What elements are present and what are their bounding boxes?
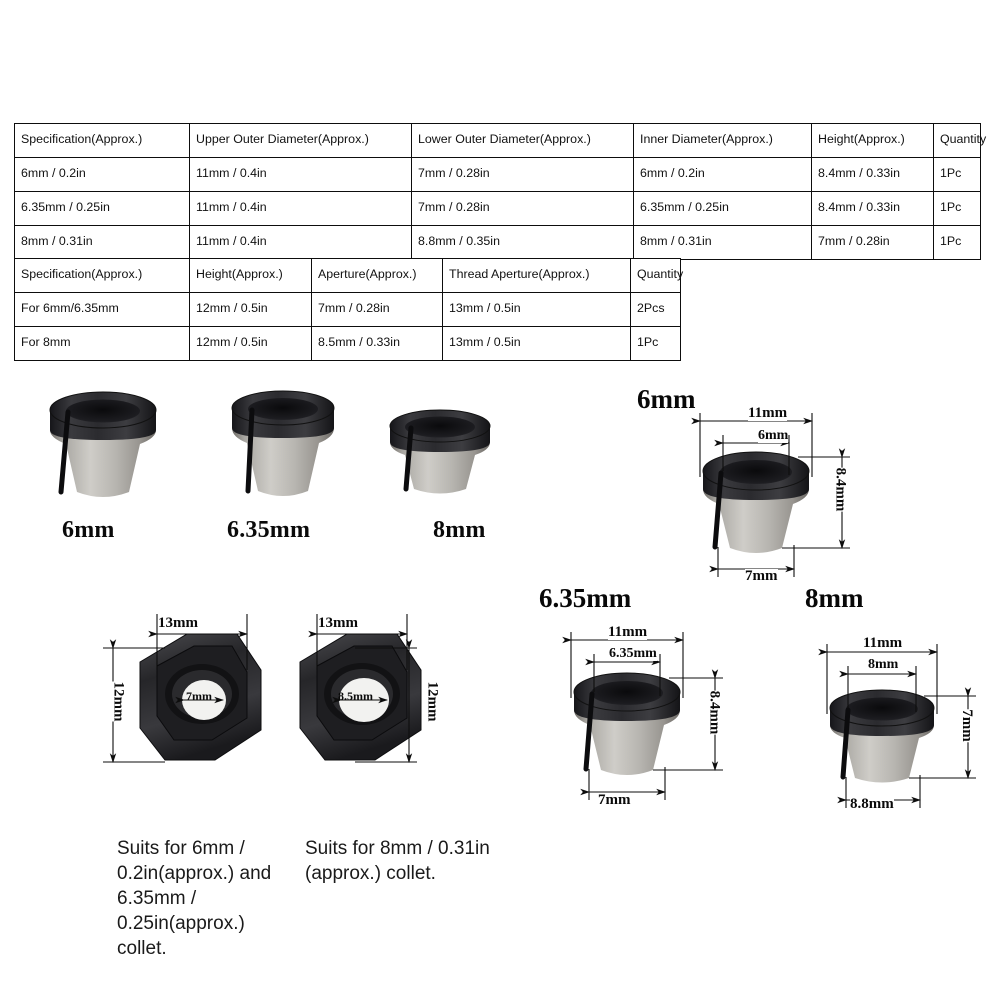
collet-photo-635mm <box>232 391 334 496</box>
collet-illustration-6mm <box>703 452 809 553</box>
dimension-nut-left-height: 12mm <box>110 681 127 722</box>
collet-photo-6mm <box>50 392 156 497</box>
column-header: Quantity <box>631 259 681 293</box>
nut-left-caption: Suits for 6mm / 0.2in(approx.) and 6.35mm / 0.25in(approx.) collet. <box>117 838 272 959</box>
table-cell: 1Pc <box>934 158 981 192</box>
table-cell: For 6mm/6.35mm <box>15 293 190 327</box>
column-header: Height(Approx.) <box>812 124 934 158</box>
table-cell: 1Pc <box>934 226 981 260</box>
column-header: Quantity <box>934 124 981 158</box>
table-cell: 8.4mm / 0.33in <box>812 158 934 192</box>
dimension-height-6mm: 8.4mm <box>832 467 849 512</box>
table-cell: 2Pcs <box>631 293 681 327</box>
table-cell: 11mm / 0.4in <box>190 192 412 226</box>
diagram-title-6mm: 6mm <box>637 384 696 414</box>
column-header: Thread Aperture(Approx.) <box>443 259 631 293</box>
table-row <box>15 192 981 226</box>
table-cell: 7mm / 0.28in <box>312 293 443 327</box>
collet-photo-8mm <box>390 410 490 494</box>
table-cell: 13mm / 0.5in <box>443 293 631 327</box>
dimension-nut-right-aperture: 8.5mm <box>338 689 373 703</box>
table-row <box>15 226 981 260</box>
table-header-row <box>15 259 681 293</box>
diagram-title-635mm: 6.35mm <box>539 583 632 613</box>
table-cell: 6.35mm / 0.25in <box>15 192 190 226</box>
dimension-inner-6mm: 6mm <box>758 428 789 443</box>
dimension-upper-outer-8mm: 11mm <box>863 635 903 651</box>
dimension-upper-outer-6mm: 11mm <box>748 405 788 421</box>
collet-illustration-635mm <box>574 673 680 775</box>
dimension-nut-right-width: 13mm <box>318 615 358 631</box>
column-header: Specification(Approx.) <box>15 124 190 158</box>
table-cell: 8.5mm / 0.33in <box>312 327 443 361</box>
table-cell: 1Pc <box>934 192 981 226</box>
diagram-title-8mm: 8mm <box>805 583 864 613</box>
dimension-nut-left-aperture: 7mm <box>186 689 212 703</box>
table-cell: 8.8mm / 0.35in <box>412 226 634 260</box>
nut-spec-table <box>14 258 684 361</box>
dimension-height-8mm: 7mm <box>958 709 975 742</box>
table-row <box>15 158 981 192</box>
table-cell: 7mm / 0.28in <box>812 226 934 260</box>
collet-photo-caption-6mm: 6mm <box>62 517 115 543</box>
table-cell: 12mm / 0.5in <box>190 293 312 327</box>
table-cell: 6mm / 0.2in <box>634 158 812 192</box>
nut-diagrams-drawing <box>95 610 425 810</box>
collet-photo-caption-8mm: 8mm <box>433 517 486 543</box>
table-cell: 8.4mm / 0.33in <box>812 192 934 226</box>
nut-right-caption: Suits for 8mm / 0.31in (approx.) collet. <box>305 838 490 884</box>
dimension-nut-left-width: 13mm <box>158 615 198 631</box>
table-row <box>15 327 681 361</box>
dimension-lower-outer-8mm: 8.8mm <box>850 796 894 812</box>
column-header: Upper Outer Diameter(Approx.) <box>190 124 412 158</box>
table-cell: 11mm / 0.4in <box>190 158 412 192</box>
column-header: Aperture(Approx.) <box>312 259 443 293</box>
table-cell: 12mm / 0.5in <box>190 327 312 361</box>
table-cell: 13mm / 0.5in <box>443 327 631 361</box>
table-row <box>15 293 681 327</box>
table-cell: 8mm / 0.31in <box>634 226 812 260</box>
collet-spec-table <box>14 123 987 260</box>
dimension-nut-right-height: 12mm <box>424 681 441 722</box>
dimension-lower-outer-6mm: 7mm <box>745 568 778 584</box>
table-cell: 7mm / 0.28in <box>412 158 634 192</box>
table-cell: For 8mm <box>15 327 190 361</box>
dimension-inner-635mm: 6.35mm <box>609 646 657 661</box>
column-header: Specification(Approx.) <box>15 259 190 293</box>
dimension-height-635mm: 8.4mm <box>706 690 723 735</box>
table-header-row <box>15 124 981 158</box>
collet-illustration-8mm <box>830 690 934 783</box>
collet-photo-row <box>25 388 525 513</box>
collet-photo-caption-635mm: 6.35mm <box>227 517 311 543</box>
dimension-inner-8mm: 8mm <box>868 657 899 672</box>
table-cell: 1Pc <box>631 327 681 361</box>
table-cell: 7mm / 0.28in <box>412 192 634 226</box>
dimension-upper-outer-635mm: 11mm <box>608 624 648 640</box>
table-cell: 8mm / 0.31in <box>15 226 190 260</box>
column-header: Height(Approx.) <box>190 259 312 293</box>
column-header: Inner Diameter(Approx.) <box>634 124 812 158</box>
table-cell: 6mm / 0.2in <box>15 158 190 192</box>
column-header: Lower Outer Diameter(Approx.) <box>412 124 634 158</box>
table-cell: 11mm / 0.4in <box>190 226 412 260</box>
dimension-lower-outer-635mm: 7mm <box>598 792 631 808</box>
table-cell: 6.35mm / 0.25in <box>634 192 812 226</box>
